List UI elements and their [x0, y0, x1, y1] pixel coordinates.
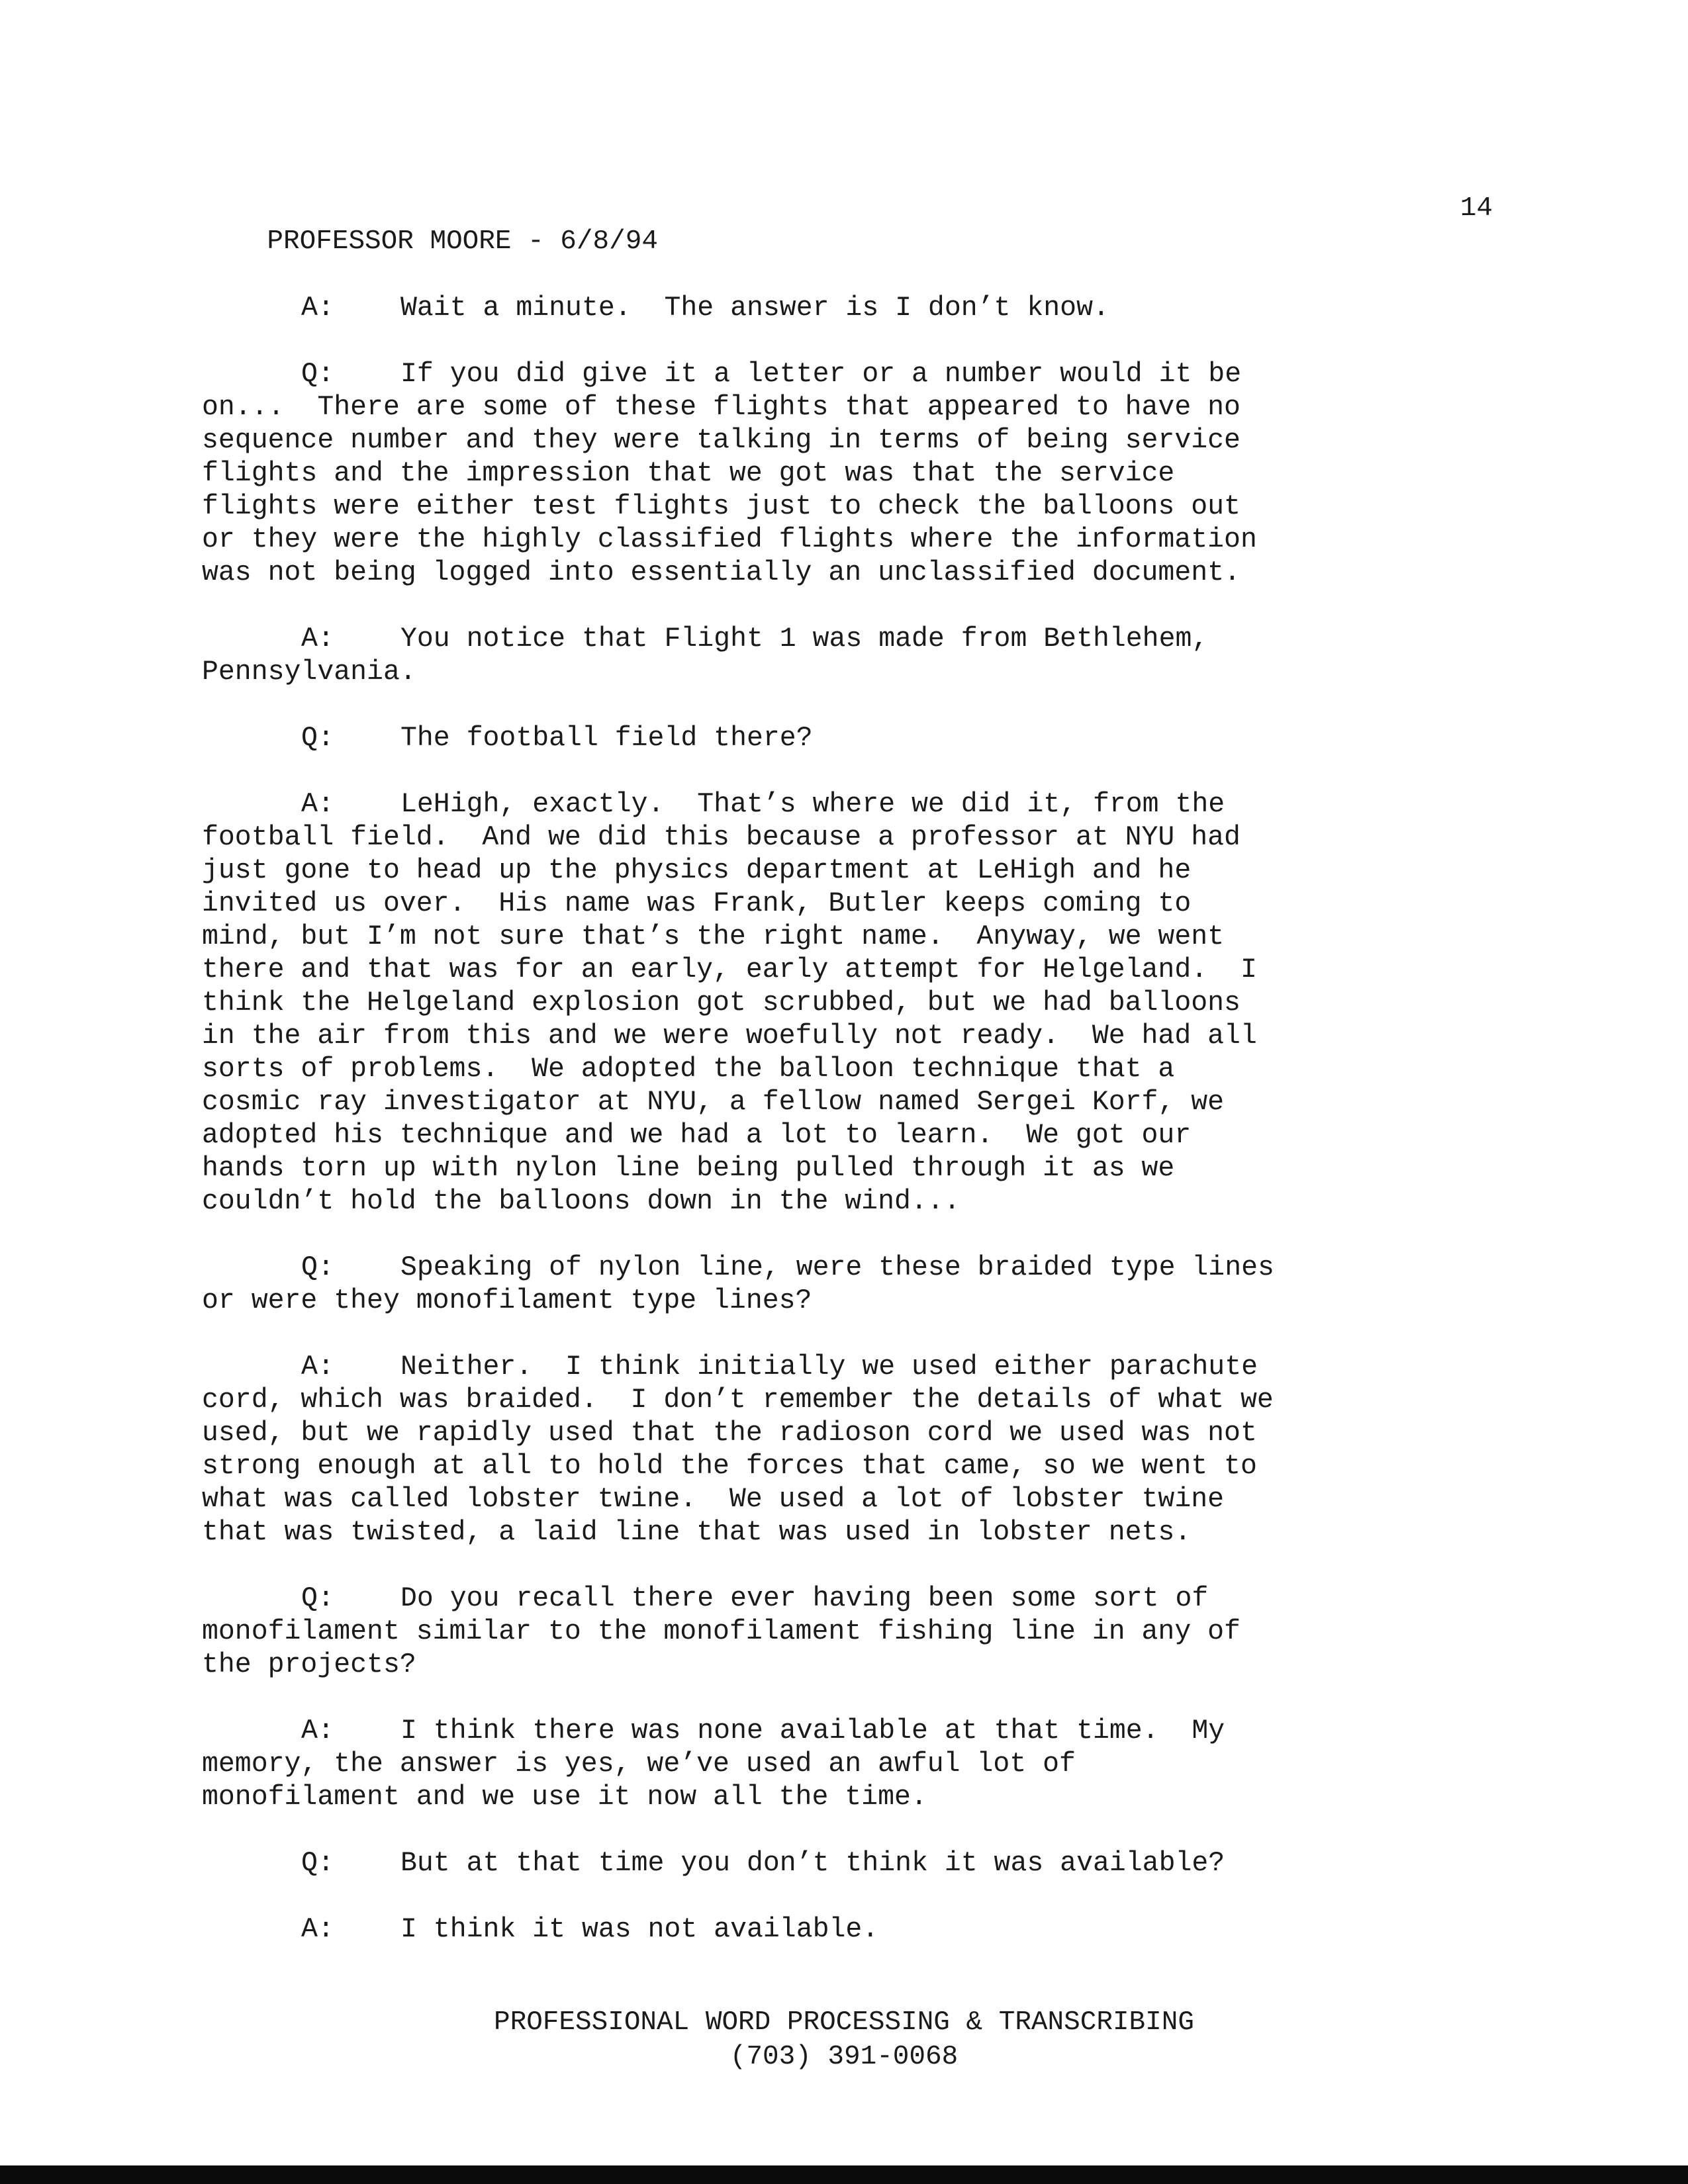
paragraph-line-text: invited us over. His name was Frank, Butler keeps coming to	[202, 888, 1192, 919]
paragraph-line-text: hands torn up with nylon line being pulled through it as we	[202, 1153, 1175, 1184]
speaker-label: A:	[301, 1351, 334, 1383]
paragraph-line-text: or were they monofilament type lines?	[202, 1285, 812, 1316]
paragraph-line-text: cord, which was braided. I don’t remember the details of what we	[202, 1385, 1274, 1416]
paragraph-line-text: But at that time you don’t think it was available?	[400, 1848, 1225, 1879]
paragraph-line-text: Pennsylvania.	[202, 657, 416, 688]
speaker-label: A:	[301, 1914, 334, 1945]
paragraph-line-text: mind, but I’m not sure that’s the right name. Anyway, we went	[202, 921, 1225, 952]
paragraph-line-text: the projects?	[202, 1649, 416, 1680]
transcript-paragraph	[202, 292, 1493, 325]
paragraph-line-text: strong enough at all to hold the forces that came, so we went to	[202, 1451, 1257, 1482]
speaker-label: Q:	[301, 1848, 334, 1879]
paragraph-line-text: memory, the answer is yes, we’ve used an awful lot of	[202, 1749, 1076, 1780]
paragraph-line-text: LeHigh, exactly. That’s where we did it, from the	[400, 789, 1225, 820]
paragraph-line-text: Wait a minute. The answer is I don’t know.	[400, 293, 1109, 324]
speaker-label: Q:	[301, 723, 334, 754]
scan-edge-bar	[0, 2165, 1688, 2184]
transcript-paragraph	[202, 1351, 1493, 1549]
paragraph-line-text: Speaking of nylon line, were these braided type lines	[400, 1252, 1274, 1283]
speaker-label: Q:	[301, 1252, 334, 1283]
speaker-label: A:	[301, 293, 334, 324]
paragraph-line-text: or they were the highly classified flights where the information	[202, 524, 1257, 555]
paragraph-line-text: I think it was not available.	[400, 1914, 879, 1945]
paragraph-line-text: I think there was none available at that time. My	[400, 1715, 1225, 1747]
transcript-body	[202, 292, 1493, 1946]
paragraph-line-text: adopted his technique and we had a lot to learn. We got our	[202, 1120, 1192, 1151]
paragraph-line-text: couldn’t hold the balloons down in the wind...	[202, 1186, 961, 1217]
paragraph-line-text: what was called lobster twine. We used a lot of lobster twine	[202, 1484, 1225, 1515]
paragraph-first-line	[202, 292, 1493, 325]
paragraph-first-line	[202, 1251, 1493, 1285]
speaker-label: A:	[301, 1715, 334, 1747]
transcript-paragraph	[202, 1582, 1493, 1682]
paragraph-line-text: Neither. I think initially we used either parachute	[400, 1351, 1258, 1383]
paragraph-line-text: that was twisted, a laid line that was used in lobster nets.	[202, 1517, 1192, 1548]
footer-phone: (703) 391-0068	[729, 2042, 959, 2072]
paragraph-line-text: sequence number and they were talking in terms of being service	[202, 425, 1241, 456]
paragraph-line-text: used, but we rapidly used that the radioson cord we used was not	[202, 1418, 1257, 1449]
speaker-label: Q:	[301, 1583, 334, 1614]
paragraph-first-line	[202, 1582, 1493, 1615]
paragraph-line-text: think the Helgeland explosion got scrubbed, but we had balloons	[202, 987, 1241, 1019]
paragraph-first-line	[202, 1913, 1493, 1946]
paragraph-line-text: You notice that Flight 1 was made from Bethlehem,	[400, 623, 1209, 655]
transcript-paragraph	[202, 788, 1493, 1218]
paragraph-first-line	[202, 1351, 1493, 1384]
paragraph-line-text: Do you recall there ever having been some sort of	[400, 1583, 1209, 1614]
paragraph-first-line	[202, 1715, 1493, 1748]
paragraph-line-text: sorts of problems. We adopted the balloon technique that a	[202, 1054, 1175, 1085]
paragraph-line-text: just gone to head up the physics department at LeHigh and he	[202, 855, 1192, 886]
transcript-paragraph	[202, 623, 1493, 689]
paragraph-line-text: The football field there?	[400, 723, 813, 754]
paragraph-first-line	[202, 1847, 1493, 1880]
transcript-paragraph	[202, 1847, 1493, 1880]
speaker-label: Q:	[301, 359, 334, 390]
speaker-label: A:	[301, 623, 334, 655]
paragraph-first-line	[202, 788, 1493, 821]
transcript-paragraph	[202, 1251, 1493, 1318]
paragraph-line-text: monofilament similar to the monofilament fishing line in any of	[202, 1616, 1241, 1647]
paragraph-line-text: football field. And we did this because a professor at NYU had	[202, 822, 1241, 853]
paragraph-line-text: in the air from this and we were woefully not ready. We had all	[202, 1021, 1257, 1052]
paragraph-line-text: on... There are some of these flights that appeared to have no	[202, 392, 1241, 423]
page-number: 14	[1460, 193, 1493, 224]
paragraph-line-text: was not being logged into essentially an unclassified document.	[202, 557, 1241, 588]
transcript-paragraph	[202, 1913, 1493, 1946]
paragraph-first-line	[202, 722, 1493, 755]
paragraph-line-text: monofilament and we use it now all the time.	[202, 1782, 927, 1813]
header-title: PROFESSOR MOORE - 6/8/94	[267, 226, 658, 257]
paragraph-first-line	[202, 358, 1493, 391]
transcript-paragraph	[202, 358, 1493, 590]
footer-company: PROFESSIONAL WORD PROCESSING & TRANSCRIBING	[494, 2007, 1194, 2038]
speaker-label: A:	[301, 789, 334, 820]
paragraph-line-text: flights and the impression that we got was that the service	[202, 458, 1175, 489]
transcript-paragraph	[202, 722, 1493, 755]
paragraph-line-text: flights were either test flights just to check the balloons out	[202, 491, 1241, 522]
paragraph-line-text: If you did give it a letter or a number would it be	[400, 359, 1242, 390]
paragraph-line-text: cosmic ray investigator at NYU, a fellow named Sergei Korf, we	[202, 1087, 1225, 1118]
paragraph-line-text: there and that was for an early, early attempt for Helgeland. I	[202, 954, 1257, 985]
transcript-paragraph	[202, 1715, 1493, 1814]
paragraph-first-line	[202, 623, 1493, 656]
